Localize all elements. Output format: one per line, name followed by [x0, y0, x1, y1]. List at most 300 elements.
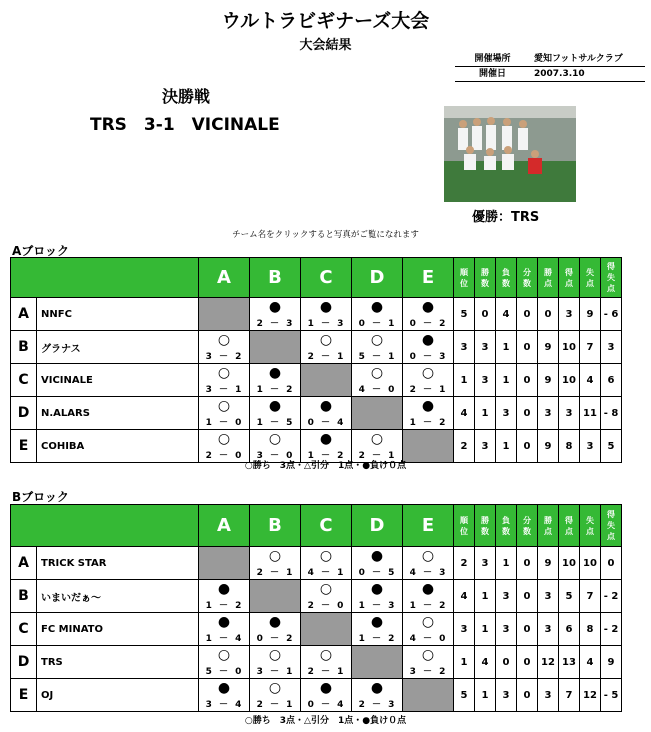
stat-header: [517, 258, 538, 298]
match-cell: [301, 580, 352, 613]
match-score: 2 － 3: [256, 319, 294, 329]
match-result: [403, 397, 453, 429]
match-cell: [301, 331, 352, 364]
stat-cell: 9: [580, 298, 601, 331]
loss-icon: ●: [421, 398, 435, 414]
team-name-link[interactable]: TRICK STAR: [37, 547, 199, 580]
loss-icon: ●: [370, 680, 384, 696]
match-score: 3 － 2: [205, 352, 243, 362]
loss-icon: ●: [217, 614, 231, 630]
match-cell: [199, 397, 250, 430]
final-label: 決勝戦: [162, 87, 211, 106]
table-row: [11, 646, 622, 679]
stat-cell: 7: [559, 679, 580, 712]
winner-label: 優勝：TRS: [472, 210, 540, 225]
date-value: 2007.3.10: [534, 69, 585, 79]
stat-cell: 10: [559, 331, 580, 364]
venue-label: 開催場所: [474, 54, 511, 64]
stat-header-label: 勝点: [544, 267, 552, 288]
stat-cell: 3: [475, 331, 496, 364]
table-row: [11, 331, 622, 364]
match-score: 3 － 1: [256, 667, 294, 677]
stat-cell: 6: [601, 364, 622, 397]
row-letter: A: [11, 547, 37, 580]
stat-cell: 3: [496, 397, 517, 430]
match-result: [403, 646, 453, 678]
match-result: [403, 331, 453, 363]
final-score: TRS 3-1 VICINALE: [90, 115, 280, 135]
match-cell: [403, 646, 454, 679]
stat-cell: 0: [517, 679, 538, 712]
stat-cell: 0: [517, 547, 538, 580]
stat-header-label: 得失点: [607, 262, 615, 293]
match-score: 3 － 0: [256, 451, 294, 461]
stat-header-label: 負数: [502, 267, 510, 288]
col-header-d: D: [352, 258, 403, 298]
stat-cell: 0: [517, 613, 538, 646]
stat-cell: 9: [538, 547, 559, 580]
block-a-label: Aブロック: [12, 244, 70, 258]
stat-cell: 1: [454, 364, 475, 397]
win-icon: ○: [217, 332, 231, 348]
stat-cell: 1: [475, 580, 496, 613]
match-result: [199, 580, 249, 612]
stat-header: [517, 505, 538, 547]
match-score: 4 － 1: [307, 568, 345, 578]
stat-cell: 9: [538, 331, 559, 364]
match-score: 2 － 1: [409, 385, 447, 395]
info-row-date: [455, 67, 645, 82]
stat-header-label: 得点: [565, 267, 573, 288]
stat-cell: 3: [496, 679, 517, 712]
event-info: [455, 52, 645, 82]
win-icon: ○: [421, 614, 435, 630]
match-cell: [403, 364, 454, 397]
match-score: 1 － 2: [409, 418, 447, 428]
match-score: 1 － 3: [358, 601, 396, 611]
match-score: 4 － 0: [358, 385, 396, 395]
match-cell: [301, 298, 352, 331]
loss-icon: ●: [319, 299, 333, 315]
stat-cell: 4: [580, 364, 601, 397]
win-icon: ○: [268, 431, 282, 447]
stat-cell: 9: [538, 430, 559, 463]
stat-header: [496, 505, 517, 547]
stat-header-label: 順位: [460, 267, 468, 288]
block-b-legend: ○勝ち 3点・△引分 1点・●負け０点: [244, 716, 407, 726]
stat-cell: 1: [475, 397, 496, 430]
match-cell: [352, 298, 403, 331]
row-letter: C: [11, 613, 37, 646]
stat-header: [496, 258, 517, 298]
stat-cell: 13: [559, 646, 580, 679]
match-cell: [250, 298, 301, 331]
stat-cell: 3: [538, 679, 559, 712]
stat-cell: 0: [496, 646, 517, 679]
row-letter: C: [11, 364, 37, 397]
col-header-e: E: [403, 258, 454, 298]
team-name-link[interactable]: FC MINATO: [37, 613, 199, 646]
win-icon: ○: [421, 548, 435, 564]
team-name-link[interactable]: NNFC: [37, 298, 199, 331]
win-icon: ○: [319, 581, 333, 597]
match-score: 2 － 0: [307, 601, 345, 611]
loss-icon: ●: [268, 614, 282, 630]
win-icon: ○: [319, 548, 333, 564]
match-score: 1 － 2: [358, 634, 396, 644]
stat-cell: 1: [475, 613, 496, 646]
match-cell: [352, 580, 403, 613]
stat-cell: 0: [517, 580, 538, 613]
info-row-venue: [455, 52, 645, 67]
stat-cell: 3: [538, 580, 559, 613]
stat-cell: 3: [496, 613, 517, 646]
stat-header-label: 勝数: [481, 267, 489, 288]
stat-cell: 5: [601, 430, 622, 463]
page-subtitle: 大会結果: [299, 38, 352, 53]
loss-icon: ●: [268, 299, 282, 315]
row-letter: B: [11, 580, 37, 613]
match-result: [250, 679, 300, 711]
stat-cell: 5: [559, 580, 580, 613]
match-score: 4 － 3: [409, 568, 447, 578]
row-letter: B: [11, 331, 37, 364]
team-name-link[interactable]: いまいだぁ～: [37, 580, 199, 613]
stat-header-label: 勝点: [544, 515, 552, 536]
match-cell: [352, 331, 403, 364]
match-result: [403, 298, 453, 330]
stat-cell: 3: [559, 298, 580, 331]
stat-cell: 3: [580, 430, 601, 463]
match-score: 3 － 2: [409, 667, 447, 677]
match-cell: [250, 547, 301, 580]
stat-cell: 3: [559, 397, 580, 430]
match-cell: [301, 547, 352, 580]
match-result: [301, 331, 351, 363]
match-result: [352, 298, 402, 330]
win-icon: ○: [217, 647, 231, 663]
stat-cell: - 2: [601, 580, 622, 613]
win-icon: ○: [268, 680, 282, 696]
team-name-link[interactable]: VICINALE: [37, 364, 199, 397]
date-label: 開催日: [478, 69, 506, 79]
stat-cell: - 8: [601, 397, 622, 430]
match-score: 1 － 0: [205, 418, 243, 428]
stat-cell: 7: [580, 331, 601, 364]
stat-cell: 4: [496, 298, 517, 331]
stat-cell: 4: [475, 646, 496, 679]
stat-cell: 1: [496, 331, 517, 364]
win-icon: ○: [370, 332, 384, 348]
match-score: 1 － 2: [409, 601, 447, 611]
stat-cell: 0: [517, 646, 538, 679]
match-cell: [301, 397, 352, 430]
self-match-cell: [250, 580, 301, 613]
match-result: [352, 580, 402, 612]
match-cell: [352, 613, 403, 646]
match-result: [250, 397, 300, 429]
stat-header: [475, 258, 496, 298]
stat-cell: 4: [454, 580, 475, 613]
row-letter: D: [11, 646, 37, 679]
stat-header: [559, 505, 580, 547]
team-name-link[interactable]: COHIBA: [37, 430, 199, 463]
stat-cell: 0: [517, 430, 538, 463]
win-icon: ○: [268, 548, 282, 564]
win-icon: ○: [217, 365, 231, 381]
stat-header: [580, 258, 601, 298]
stat-header-label: 失点: [586, 515, 594, 536]
match-result: [199, 364, 249, 396]
win-icon: ○: [217, 398, 231, 414]
stat-cell: 3: [496, 580, 517, 613]
match-score: 2 － 1: [256, 568, 294, 578]
stat-cell: 11: [580, 397, 601, 430]
stat-cell: - 2: [601, 613, 622, 646]
win-icon: ○: [370, 431, 384, 447]
match-result: [199, 646, 249, 678]
match-result: [403, 364, 453, 396]
table-row: [11, 580, 622, 613]
win-icon: ○: [319, 647, 333, 663]
table-row: [11, 613, 622, 646]
match-cell: [250, 646, 301, 679]
venue-value: 愛知フットサルクラブ: [534, 54, 623, 64]
row-letter: A: [11, 298, 37, 331]
loss-icon: ●: [319, 398, 333, 414]
match-cell: [199, 613, 250, 646]
match-result: [250, 298, 300, 330]
match-result: [250, 613, 300, 645]
match-result: [301, 646, 351, 678]
match-score: 1 － 2: [307, 451, 345, 461]
stat-cell: 3: [454, 331, 475, 364]
match-score: 2 － 3: [358, 700, 396, 710]
stat-cell: 3: [475, 547, 496, 580]
stat-header-label: 負数: [502, 515, 510, 536]
table-row: [11, 397, 622, 430]
match-score: 2 － 1: [307, 352, 345, 362]
stat-cell: 7: [580, 580, 601, 613]
stat-cell: 3: [454, 613, 475, 646]
stat-cell: 5: [454, 298, 475, 331]
stat-header-label: 分数: [523, 267, 531, 288]
stat-cell: 0: [538, 298, 559, 331]
win-icon: ○: [421, 365, 435, 381]
stat-header: [559, 258, 580, 298]
stat-cell: 9: [538, 364, 559, 397]
match-cell: [250, 364, 301, 397]
match-cell: [199, 580, 250, 613]
stat-cell: 3: [475, 430, 496, 463]
stat-cell: 0: [517, 331, 538, 364]
stat-cell: 12: [580, 679, 601, 712]
block-b-label: Bブロック: [12, 490, 69, 504]
stat-header-label: 順位: [460, 515, 468, 536]
match-cell: [352, 679, 403, 712]
col-header-d: D: [352, 505, 403, 547]
match-cell: [352, 364, 403, 397]
match-score: 2 － 0: [205, 451, 243, 461]
match-score: 1 － 2: [256, 385, 294, 395]
col-header-c: C: [301, 258, 352, 298]
match-result: [301, 298, 351, 330]
match-result: [301, 397, 351, 429]
match-result: [301, 547, 351, 579]
match-score: 2 － 1: [256, 700, 294, 710]
stat-header-label: 分数: [523, 515, 531, 536]
stat-cell: 4: [580, 646, 601, 679]
match-result: [250, 364, 300, 396]
self-match-cell: [352, 397, 403, 430]
table-row: [11, 298, 622, 331]
win-icon: ○: [319, 332, 333, 348]
loss-icon: ●: [217, 680, 231, 696]
col-header-e: E: [403, 505, 454, 547]
stat-cell: 3: [538, 613, 559, 646]
stat-cell: 1: [496, 364, 517, 397]
match-score: 0 － 5: [358, 568, 396, 578]
loss-icon: ●: [268, 398, 282, 414]
team-name-link[interactable]: OJ: [37, 679, 199, 712]
stat-header: [454, 258, 475, 298]
stat-cell: 10: [580, 547, 601, 580]
table-row: [11, 547, 622, 580]
table-row: [11, 679, 622, 712]
loss-icon: ●: [421, 581, 435, 597]
match-cell: [403, 547, 454, 580]
stat-cell: 3: [601, 331, 622, 364]
stat-cell: 12: [538, 646, 559, 679]
match-score: 0 － 3: [409, 352, 447, 362]
loss-icon: ●: [370, 614, 384, 630]
header-corner: [11, 505, 199, 547]
block-b-table: [10, 504, 622, 712]
self-match-cell: [352, 646, 403, 679]
match-cell: [403, 580, 454, 613]
col-header-c: C: [301, 505, 352, 547]
loss-icon: ●: [421, 332, 435, 348]
match-score: 1 － 3: [307, 319, 345, 329]
stat-cell: 2: [454, 430, 475, 463]
match-score: 1 － 2: [205, 601, 243, 611]
match-cell: [199, 364, 250, 397]
match-cell: [250, 397, 301, 430]
match-cell: [250, 613, 301, 646]
self-match-cell: [301, 613, 352, 646]
match-cell: [301, 679, 352, 712]
stat-header: [538, 258, 559, 298]
match-result: [352, 613, 402, 645]
win-icon: ○: [268, 647, 282, 663]
match-result: [403, 580, 453, 612]
match-score: 3 － 4: [205, 700, 243, 710]
team-name-link[interactable]: N.ALARS: [37, 397, 199, 430]
loss-icon: ●: [370, 299, 384, 315]
match-result: [403, 547, 453, 579]
stat-cell: 6: [559, 613, 580, 646]
stat-cell: 8: [580, 613, 601, 646]
match-cell: [352, 547, 403, 580]
stat-header: [580, 505, 601, 547]
stat-cell: 3: [475, 364, 496, 397]
match-result: [301, 580, 351, 612]
match-result: [199, 397, 249, 429]
stat-cell: 10: [559, 547, 580, 580]
col-header-b: B: [250, 505, 301, 547]
stat-cell: 0: [517, 364, 538, 397]
photo-note: チーム名をクリックすると写真がご覧になれます: [232, 230, 419, 240]
match-cell: [199, 646, 250, 679]
match-score: 0 － 4: [307, 700, 345, 710]
stat-cell: 3: [538, 397, 559, 430]
match-score: 2 － 1: [307, 667, 345, 677]
stat-header-label: 勝数: [481, 515, 489, 536]
self-match-cell: [199, 547, 250, 580]
match-score: 1 － 4: [205, 634, 243, 644]
match-cell: [199, 331, 250, 364]
match-result: [352, 679, 402, 711]
match-cell: [403, 298, 454, 331]
stat-header-label: 得点: [565, 515, 573, 536]
team-photo: [444, 106, 576, 202]
match-score: 2 － 1: [358, 451, 396, 461]
block-a-table: [10, 257, 622, 463]
stat-header-label: 得失点: [607, 510, 615, 541]
stat-cell: 1: [475, 679, 496, 712]
match-result: [199, 331, 249, 363]
stat-cell: 5: [454, 679, 475, 712]
col-header-b: B: [250, 258, 301, 298]
match-score: 1 － 5: [256, 418, 294, 428]
stat-cell: 1: [454, 646, 475, 679]
team-name-link[interactable]: グラナス: [37, 331, 199, 364]
loss-icon: ●: [319, 680, 333, 696]
self-match-cell: [199, 298, 250, 331]
match-result: [250, 547, 300, 579]
table-row: [11, 364, 622, 397]
match-result: [352, 547, 402, 579]
match-cell: [403, 331, 454, 364]
stat-header: [601, 258, 622, 298]
match-result: [403, 613, 453, 645]
stat-cell: 8: [559, 430, 580, 463]
match-result: [352, 331, 402, 363]
match-score: 3 － 1: [205, 385, 243, 395]
loss-icon: ●: [370, 581, 384, 597]
match-cell: [403, 613, 454, 646]
match-result: [250, 646, 300, 678]
win-icon: ○: [421, 647, 435, 663]
stat-cell: - 6: [601, 298, 622, 331]
match-score: 4 － 0: [409, 634, 447, 644]
match-result: [352, 364, 402, 396]
loss-icon: ●: [217, 581, 231, 597]
stat-cell: 4: [454, 397, 475, 430]
match-cell: [199, 679, 250, 712]
match-score: 5 － 0: [205, 667, 243, 677]
team-name-link[interactable]: TRS: [37, 646, 199, 679]
match-score: 0 － 1: [358, 319, 396, 329]
page-title: ウルトラビギナーズ大会: [221, 10, 430, 32]
stat-cell: - 5: [601, 679, 622, 712]
stat-cell: 0: [517, 298, 538, 331]
stat-cell: 1: [496, 547, 517, 580]
match-result: [301, 679, 351, 711]
stat-header: [601, 505, 622, 547]
row-letter: E: [11, 430, 37, 463]
loss-icon: ●: [421, 299, 435, 315]
